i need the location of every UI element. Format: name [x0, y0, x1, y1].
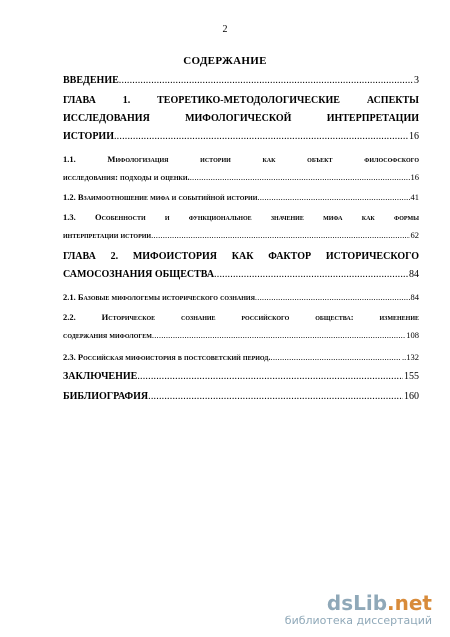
watermark	[285, 592, 432, 627]
entry-page: 16	[409, 131, 419, 142]
entry-text-line: 1.3. Особенности и функциональное значение мифа как формы	[63, 212, 419, 222]
entry-text: ИСТОРИИ	[63, 131, 114, 142]
entry-page: 84	[409, 269, 419, 280]
leader-dots	[148, 388, 403, 406]
leader-dots	[257, 188, 409, 206]
entry-text: исследования: подходы и оценки.	[63, 172, 190, 182]
entry-text: ВВЕДЕНИЕ	[63, 75, 119, 86]
toc-entry-1-2[interactable]	[63, 188, 419, 206]
toc-entry-1-1[interactable]	[63, 150, 419, 186]
leader-dots	[271, 348, 401, 366]
toc-entry-2-3[interactable]	[63, 348, 419, 366]
entry-page: 16	[410, 172, 419, 182]
watermark-subtitle: библиотека диссертаций	[284, 614, 432, 627]
entry-text-line: 2.2. Историческое сознание российского общества: изменение	[63, 312, 419, 322]
entry-text: БИБЛИОГРАФИЯ	[63, 391, 149, 402]
entry-text: содержания мифологем	[63, 330, 152, 340]
entry-page: 3	[414, 75, 419, 86]
toc-entry-introduction[interactable]	[63, 72, 419, 90]
entry-text: ЗАКЛЮЧЕНИЕ	[63, 371, 138, 382]
entry-page: 84	[410, 292, 419, 302]
leader-dots	[152, 326, 405, 344]
toc-entry-chapter-2[interactable]	[63, 248, 419, 284]
leader-dots	[255, 288, 410, 306]
entry-text: 2.3. Российская мифоистория в постсоветский период.	[63, 352, 271, 362]
toc-entry-1-3[interactable]	[63, 208, 419, 244]
leader-dots	[214, 266, 408, 284]
entry-page: ..132	[402, 352, 419, 362]
entry-text: 1.2. Взаимоотношение мифа и событийной истории	[63, 192, 258, 202]
entry-text: САМОСОЗНАНИЯ ОБЩЕСТВА	[63, 269, 215, 280]
toc-entry-bibliography[interactable]	[63, 388, 419, 406]
entry-page: 108	[406, 330, 419, 340]
page-number: 2	[222, 24, 228, 35]
entry-text: интерпретации истории	[63, 230, 152, 240]
entry-page: 62	[410, 230, 419, 240]
entry-text-line: ИССЛЕДОВАНИЯ МИФОЛОГИЧЕСКОЙ ИНТЕРПРЕТАЦИИ	[63, 113, 419, 124]
toc-entry-conclusion[interactable]	[63, 368, 419, 386]
entry-page: 160	[404, 391, 419, 402]
entry-text-line: ГЛАВА 1. ТЕОРЕТИКО-МЕТОДОЛОГИЧЕСКИЕ АСПЕКТЫ	[63, 95, 419, 106]
entry-text-line: 1.1. Мифологизация истории как объект философского	[63, 154, 419, 164]
toc-entry-chapter-1[interactable]	[63, 92, 419, 146]
entry-text-line: ГЛАВА 2. МИФОИСТОРИЯ КАК ФАКТОР ИСТОРИЧЕСКОГО	[63, 251, 419, 262]
entry-page: 41	[410, 192, 419, 202]
leader-dots	[137, 368, 403, 386]
leader-dots	[114, 128, 408, 146]
entry-text: 2.1. Базовые мифологемы исторического сознания	[63, 292, 255, 302]
table-of-contents	[63, 72, 419, 406]
leader-dots	[151, 226, 409, 244]
toc-entry-2-1[interactable]	[63, 288, 419, 306]
watermark-logo: dsLib.net	[326, 591, 432, 615]
leader-dots	[190, 168, 410, 186]
leader-dots	[119, 72, 413, 90]
toc-entry-2-2[interactable]	[63, 308, 419, 344]
toc-title: СОДЕРЖАНИЕ	[183, 55, 267, 67]
entry-page: 155	[404, 371, 419, 382]
